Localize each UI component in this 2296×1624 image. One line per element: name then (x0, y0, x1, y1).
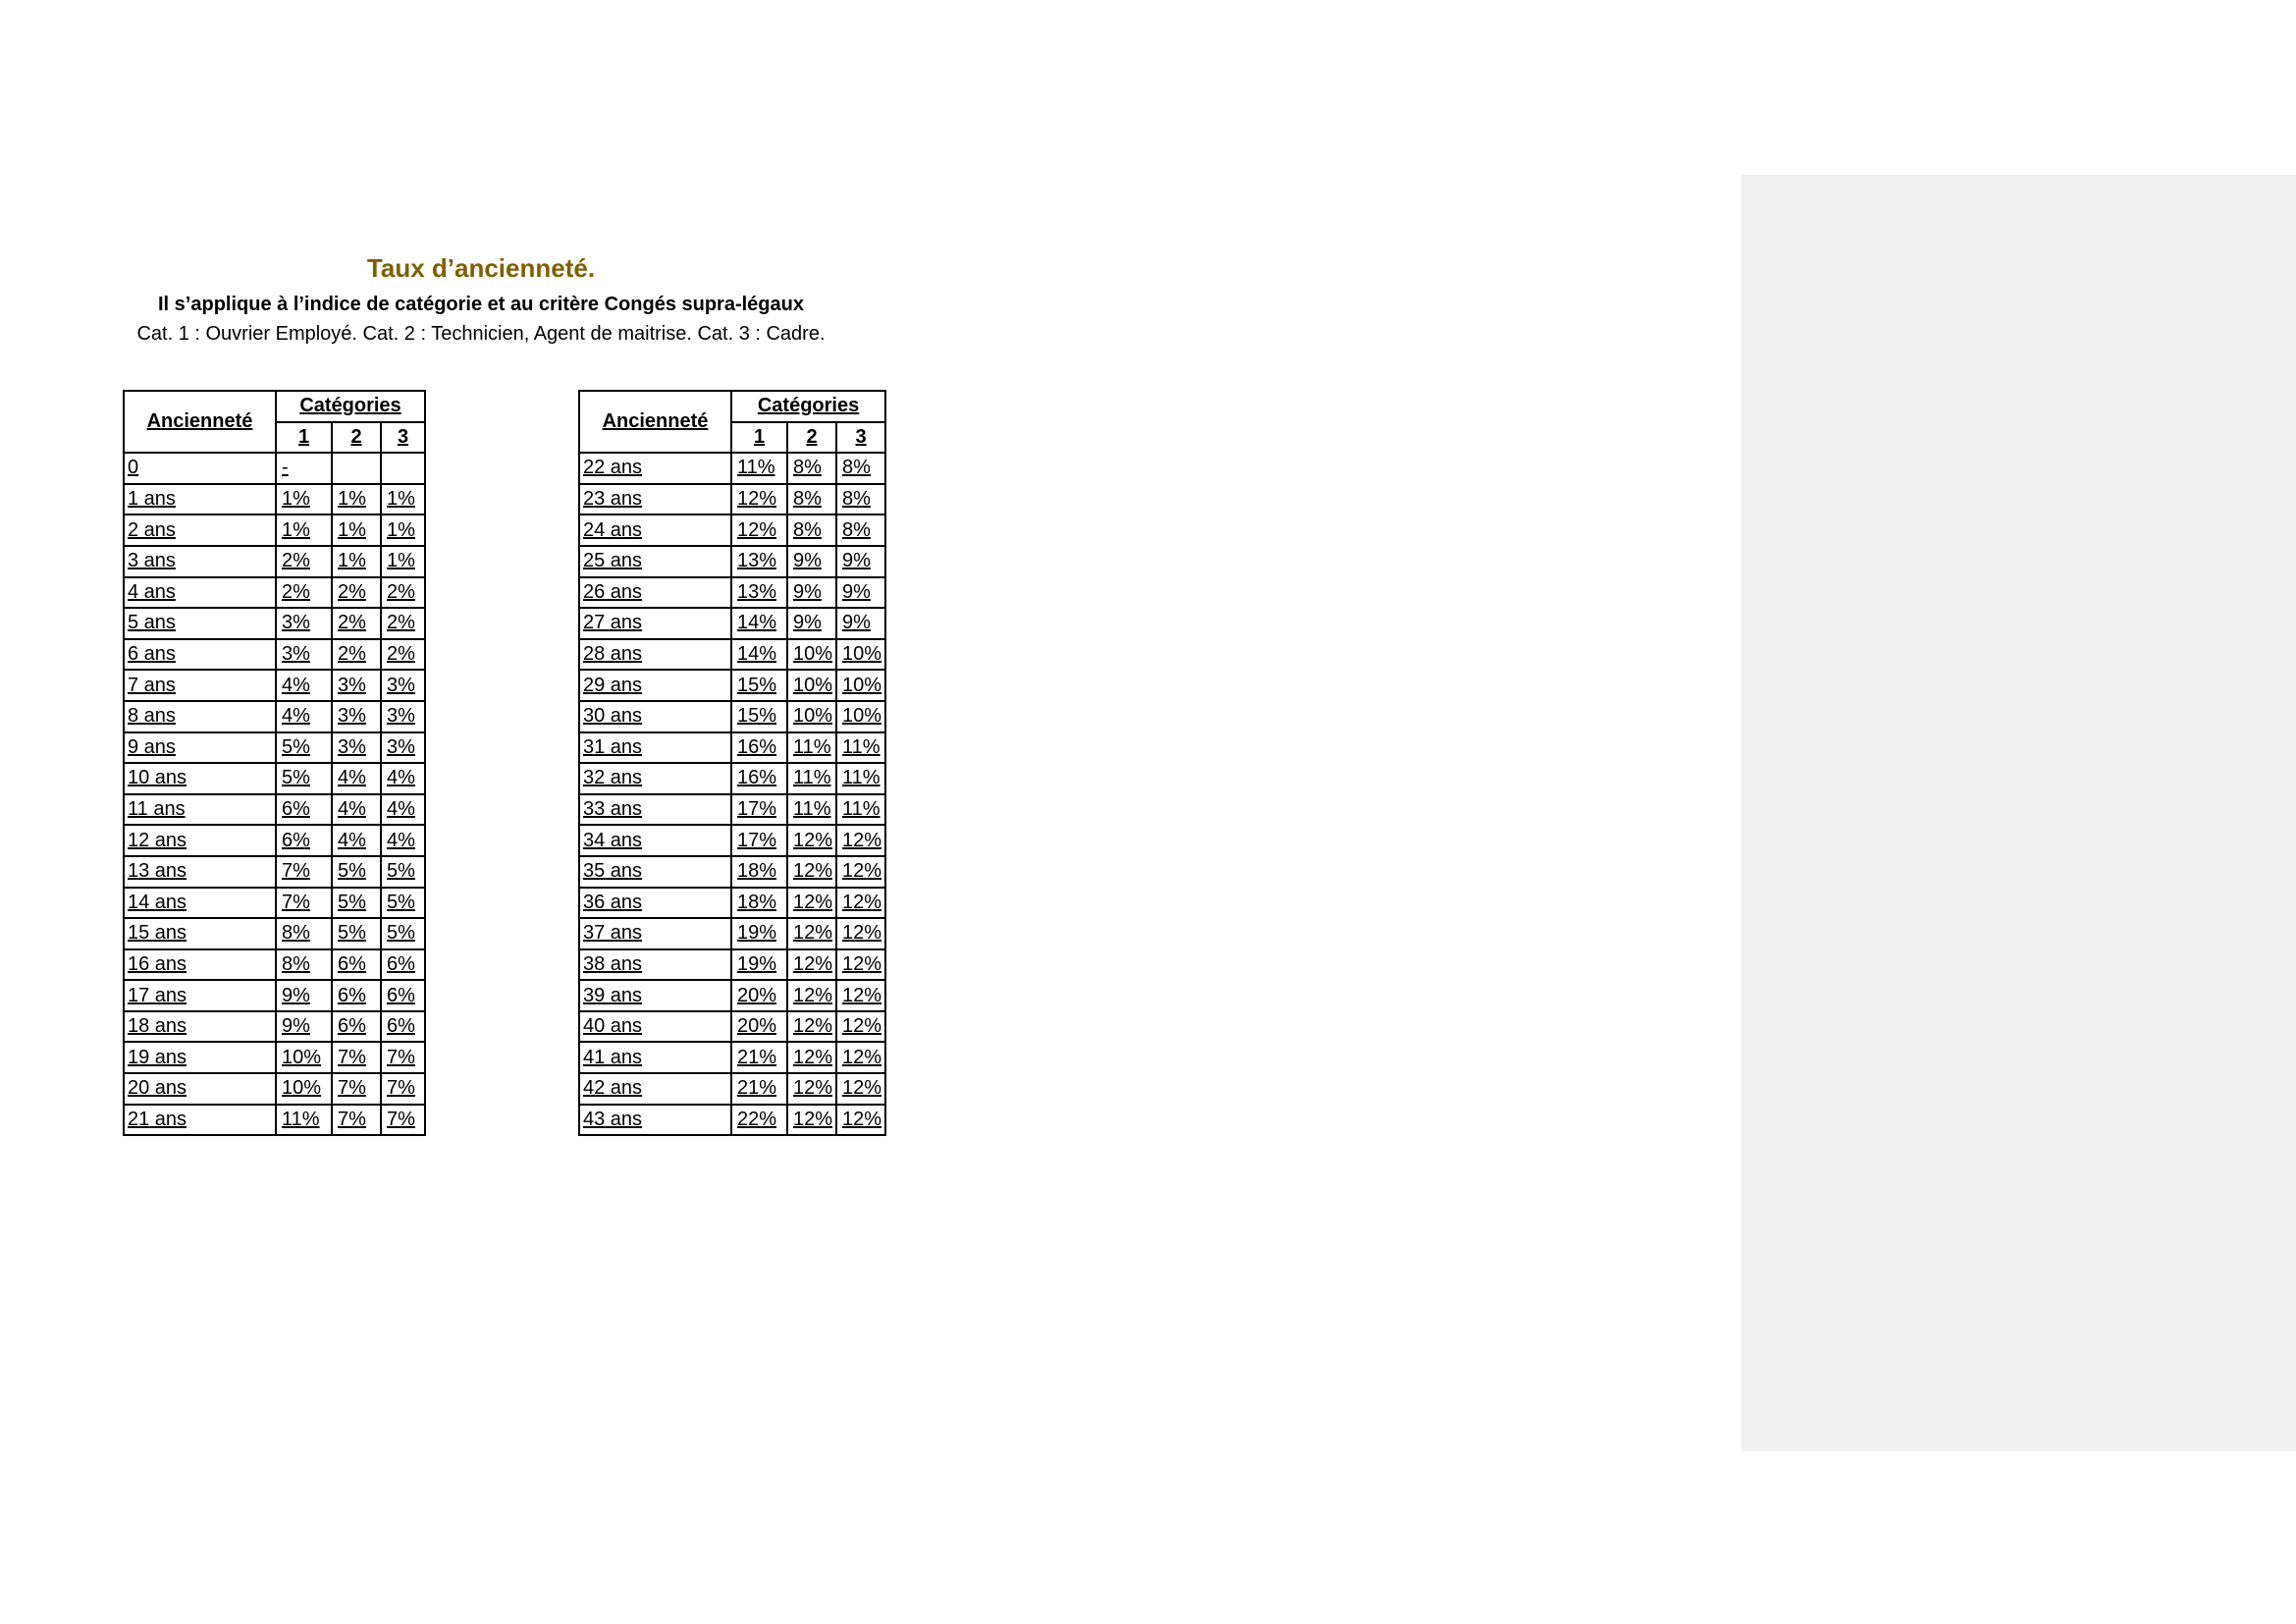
rate-cell-cat-1: 7% (276, 856, 332, 888)
seniority-cell: 22 ans (579, 453, 731, 484)
seniority-cell: 14 ans (124, 888, 276, 919)
seniority-cell: 23 ans (579, 484, 731, 515)
rate-cell-cat-1: 11% (276, 1105, 332, 1136)
rate-cell-cat-1: 17% (731, 794, 787, 826)
table-row (579, 888, 885, 919)
table-row (124, 888, 425, 919)
rate-cell-cat-2: 12% (787, 856, 836, 888)
rate-cell-cat-2: 8% (787, 484, 836, 515)
seniority-cell: 9 ans (124, 732, 276, 764)
table-row (124, 546, 425, 577)
seniority-cell: 13 ans (124, 856, 276, 888)
rate-cell-cat-1: 18% (731, 856, 787, 888)
rate-cell-cat-2: 11% (787, 763, 836, 794)
rate-cell-cat-3: 3% (381, 732, 425, 764)
rate-cell-cat-1: 1% (276, 514, 332, 546)
rate-cell-cat-2: 7% (332, 1105, 381, 1136)
side-panel (1741, 175, 2296, 1451)
table-row (579, 856, 885, 888)
rate-cell-cat-3: 6% (381, 1011, 425, 1043)
rate-cell-cat-3: 2% (381, 608, 425, 639)
seniority-cell: 24 ans (579, 514, 731, 546)
rate-cell-cat-2: 10% (787, 670, 836, 701)
table-row (124, 670, 425, 701)
rate-cell-cat-3: 11% (836, 794, 885, 826)
table-row (124, 701, 425, 732)
rate-cell-cat-1: 22% (731, 1105, 787, 1136)
rate-cell-cat-1: 5% (276, 763, 332, 794)
rate-cell-cat-2: 5% (332, 856, 381, 888)
table-row (579, 980, 885, 1011)
seniority-cell: 26 ans (579, 577, 731, 609)
seniority-cell: 33 ans (579, 794, 731, 826)
table-row (579, 577, 885, 609)
rate-cell-cat-3: 12% (836, 825, 885, 856)
rate-cell-cat-3: 4% (381, 825, 425, 856)
header-cat-2: 2 (332, 422, 381, 454)
seniority-cell: 25 ans (579, 546, 731, 577)
table-row (124, 453, 425, 484)
seniority-cell: 29 ans (579, 670, 731, 701)
rate-cell-cat-3: 3% (381, 670, 425, 701)
rate-cell-cat-3: 1% (381, 484, 425, 515)
table-row (579, 484, 885, 515)
rate-cell-cat-1: 19% (731, 949, 787, 981)
rate-cell-cat-3: 5% (381, 888, 425, 919)
rate-cell-cat-2: 3% (332, 701, 381, 732)
seniority-cell: 11 ans (124, 794, 276, 826)
seniority-cell: 35 ans (579, 856, 731, 888)
table-row (579, 670, 885, 701)
rate-cell-cat-1: 17% (731, 825, 787, 856)
rate-cell-cat-3: 6% (381, 980, 425, 1011)
rate-cell-cat-3: 1% (381, 546, 425, 577)
rate-cell-cat-1: 10% (276, 1042, 332, 1073)
rate-cell-cat-3: 9% (836, 608, 885, 639)
seniority-cell: 0 (124, 453, 276, 484)
rate-cell-cat-1: 11% (731, 453, 787, 484)
table-row (579, 732, 885, 764)
rate-cell-cat-2: 10% (787, 701, 836, 732)
rate-cell-cat-1: 3% (276, 639, 332, 671)
header-cat-3: 3 (836, 422, 885, 454)
rate-cell-cat-2: 10% (787, 639, 836, 671)
table-body-right (579, 453, 885, 1135)
header-cat-2: 2 (787, 422, 836, 454)
table-row (124, 918, 425, 949)
table-body-left (124, 453, 425, 1135)
seniority-cell: 4 ans (124, 577, 276, 609)
table-row (579, 918, 885, 949)
rate-cell-cat-3: 2% (381, 577, 425, 609)
rate-cell-cat-2: 3% (332, 732, 381, 764)
rate-cell-cat-3: 11% (836, 732, 885, 764)
seniority-cell: 31 ans (579, 732, 731, 764)
rate-cell-cat-2: 12% (787, 1073, 836, 1105)
seniority-cell: 15 ans (124, 918, 276, 949)
seniority-table-right (578, 390, 886, 1136)
rate-cell-cat-2: 9% (787, 546, 836, 577)
seniority-cell: 10 ans (124, 763, 276, 794)
table-row (124, 1105, 425, 1136)
seniority-cell: 6 ans (124, 639, 276, 671)
rate-cell-cat-1: 7% (276, 888, 332, 919)
rate-cell-cat-2: 2% (332, 639, 381, 671)
seniority-cell: 28 ans (579, 639, 731, 671)
seniority-cell: 37 ans (579, 918, 731, 949)
table-row (124, 856, 425, 888)
header-anciennete: Ancienneté (124, 391, 276, 453)
rate-cell-cat-3: 12% (836, 856, 885, 888)
rate-cell-cat-3: 1% (381, 514, 425, 546)
rate-cell-cat-3: 4% (381, 763, 425, 794)
rate-cell-cat-2: 12% (787, 1042, 836, 1073)
rate-cell-cat-3: 2% (381, 639, 425, 671)
rate-cell-cat-2: 6% (332, 1011, 381, 1043)
rate-cell-cat-1: 9% (276, 1011, 332, 1043)
rate-cell-cat-1: 2% (276, 577, 332, 609)
rate-cell-cat-3: 12% (836, 949, 885, 981)
rate-cell-cat-3: 3% (381, 701, 425, 732)
rate-cell-cat-1: 15% (731, 701, 787, 732)
seniority-cell: 27 ans (579, 608, 731, 639)
seniority-cell: 5 ans (124, 608, 276, 639)
table-row (124, 639, 425, 671)
table-row (124, 1042, 425, 1073)
rate-cell-cat-2: 9% (787, 577, 836, 609)
seniority-cell: 43 ans (579, 1105, 731, 1136)
seniority-cell: 42 ans (579, 1073, 731, 1105)
rate-cell-cat-3: 7% (381, 1073, 425, 1105)
rate-cell-cat-3: 12% (836, 888, 885, 919)
rate-cell-cat-2: 8% (787, 514, 836, 546)
rate-cell-cat-1: 4% (276, 701, 332, 732)
rate-cell-cat-1: 15% (731, 670, 787, 701)
rate-cell-cat-2: 12% (787, 949, 836, 981)
rate-cell-cat-3: 12% (836, 1073, 885, 1105)
rate-cell-cat-2: 7% (332, 1042, 381, 1073)
rate-cell-cat-1: 16% (731, 732, 787, 764)
rate-cell-cat-3: 7% (381, 1042, 425, 1073)
table-row (579, 546, 885, 577)
rate-cell-cat-2: 5% (332, 918, 381, 949)
category-note: Cat. 1 : Ouvrier Employé. Cat. 2 : Technicien, Agent de maitrise. Cat. 3 : Cadre. (136, 323, 826, 345)
seniority-cell: 12 ans (124, 825, 276, 856)
rate-cell-cat-2: 1% (332, 484, 381, 515)
rate-cell-cat-3: 12% (836, 1105, 885, 1136)
rate-cell-cat-1: 9% (276, 980, 332, 1011)
table-row (124, 484, 425, 515)
rate-cell-cat-2: 5% (332, 888, 381, 919)
table-row (579, 608, 885, 639)
seniority-cell: 17 ans (124, 980, 276, 1011)
rate-cell-cat-2: 2% (332, 577, 381, 609)
rate-cell-cat-1: 20% (731, 1011, 787, 1043)
rate-cell-cat-1: 12% (731, 484, 787, 515)
seniority-cell: 8 ans (124, 701, 276, 732)
rate-cell-cat-2: 12% (787, 888, 836, 919)
rate-cell-cat-2: 11% (787, 794, 836, 826)
table-row (579, 639, 885, 671)
rate-cell-cat-1: 8% (276, 949, 332, 981)
table-row (579, 1105, 885, 1136)
rate-cell-cat-3: 10% (836, 639, 885, 671)
table-row (124, 980, 425, 1011)
rate-cell-cat-3: 12% (836, 1042, 885, 1073)
rate-cell-cat-2: 4% (332, 763, 381, 794)
rate-cell-cat-2: 12% (787, 1105, 836, 1136)
rate-cell-cat-1: 6% (276, 794, 332, 826)
seniority-cell: 21 ans (124, 1105, 276, 1136)
rate-cell-cat-1: 6% (276, 825, 332, 856)
table-row (579, 453, 885, 484)
rate-cell-cat-1: 19% (731, 918, 787, 949)
seniority-cell: 32 ans (579, 763, 731, 794)
rate-cell-cat-2: 2% (332, 608, 381, 639)
table-row (579, 825, 885, 856)
rate-cell-cat-2: 12% (787, 1011, 836, 1043)
rate-cell-cat-1: 2% (276, 546, 332, 577)
header-cat-1: 1 (731, 422, 787, 454)
rate-cell-cat-2: 1% (332, 514, 381, 546)
rate-cell-cat-2 (332, 453, 381, 484)
rate-cell-cat-1: 20% (731, 980, 787, 1011)
rate-cell-cat-3: 5% (381, 918, 425, 949)
document-subtitle: Il s’applique à l’indice de catégorie et au critère Congés supra-légaux (158, 294, 804, 315)
rate-cell-cat-1: 14% (731, 639, 787, 671)
header-categories: Catégories (276, 391, 425, 422)
table-row (124, 949, 425, 981)
seniority-cell: 41 ans (579, 1042, 731, 1073)
rate-cell-cat-3: 9% (836, 546, 885, 577)
header-anciennete: Ancienneté (579, 391, 731, 453)
table-row (579, 514, 885, 546)
seniority-cell: 18 ans (124, 1011, 276, 1043)
table-row (579, 794, 885, 826)
seniority-cell: 40 ans (579, 1011, 731, 1043)
seniority-cell: 1 ans (124, 484, 276, 515)
seniority-cell: 19 ans (124, 1042, 276, 1073)
table-row (124, 608, 425, 639)
document-title: Taux d’ancienneté. (366, 253, 596, 283)
seniority-cell: 16 ans (124, 949, 276, 981)
rate-cell-cat-2: 6% (332, 949, 381, 981)
rate-cell-cat-1: 12% (731, 514, 787, 546)
seniority-cell: 34 ans (579, 825, 731, 856)
rate-cell-cat-2: 8% (787, 453, 836, 484)
rate-cell-cat-2: 4% (332, 794, 381, 826)
header-cat-1: 1 (276, 422, 332, 454)
rate-cell-cat-3: 8% (836, 514, 885, 546)
rate-cell-cat-3: 5% (381, 856, 425, 888)
rate-cell-cat-1: 13% (731, 577, 787, 609)
rate-cell-cat-1: 10% (276, 1073, 332, 1105)
rate-cell-cat-3: 4% (381, 794, 425, 826)
rate-cell-cat-3: 10% (836, 701, 885, 732)
rate-cell-cat-1: 4% (276, 670, 332, 701)
table-row (124, 763, 425, 794)
rate-cell-cat-2: 12% (787, 825, 836, 856)
table-row (124, 1073, 425, 1105)
rate-cell-cat-3: 9% (836, 577, 885, 609)
table-row (579, 701, 885, 732)
rate-cell-cat-1: 21% (731, 1073, 787, 1105)
table-row (124, 825, 425, 856)
rate-cell-cat-1: 8% (276, 918, 332, 949)
rate-cell-cat-1: 1% (276, 484, 332, 515)
rate-cell-cat-1: 14% (731, 608, 787, 639)
table-row (579, 949, 885, 981)
seniority-cell: 20 ans (124, 1073, 276, 1105)
rate-cell-cat-3: 10% (836, 670, 885, 701)
table-row (579, 1011, 885, 1043)
seniority-table-left (123, 390, 426, 1136)
rate-cell-cat-1: - (276, 453, 332, 484)
seniority-cell: 30 ans (579, 701, 731, 732)
rate-cell-cat-2: 9% (787, 608, 836, 639)
rate-cell-cat-1: 3% (276, 608, 332, 639)
rate-cell-cat-3: 12% (836, 980, 885, 1011)
table-row (579, 1042, 885, 1073)
rate-cell-cat-3: 8% (836, 453, 885, 484)
rate-cell-cat-3: 8% (836, 484, 885, 515)
header-cat-3: 3 (381, 422, 425, 454)
rate-cell-cat-2: 11% (787, 732, 836, 764)
rate-cell-cat-3: 12% (836, 918, 885, 949)
rate-cell-cat-1: 5% (276, 732, 332, 764)
table-row (124, 577, 425, 609)
seniority-cell: 36 ans (579, 888, 731, 919)
table-row (124, 732, 425, 764)
rate-cell-cat-2: 12% (787, 980, 836, 1011)
seniority-cell: 2 ans (124, 514, 276, 546)
table-row (124, 794, 425, 826)
rate-cell-cat-2: 7% (332, 1073, 381, 1105)
rate-cell-cat-2: 3% (332, 670, 381, 701)
rate-cell-cat-3: 12% (836, 1011, 885, 1043)
rate-cell-cat-3: 7% (381, 1105, 425, 1136)
rate-cell-cat-2: 6% (332, 980, 381, 1011)
rate-cell-cat-1: 18% (731, 888, 787, 919)
table-row (579, 763, 885, 794)
rate-cell-cat-2: 4% (332, 825, 381, 856)
table-row (579, 1073, 885, 1105)
rate-cell-cat-3: 6% (381, 949, 425, 981)
seniority-cell: 7 ans (124, 670, 276, 701)
table-row (124, 514, 425, 546)
rate-cell-cat-2: 1% (332, 546, 381, 577)
seniority-cell: 38 ans (579, 949, 731, 981)
rate-cell-cat-2: 12% (787, 918, 836, 949)
rate-cell-cat-1: 21% (731, 1042, 787, 1073)
seniority-cell: 39 ans (579, 980, 731, 1011)
table-row (124, 1011, 425, 1043)
rate-cell-cat-1: 13% (731, 546, 787, 577)
seniority-cell: 3 ans (124, 546, 276, 577)
rate-cell-cat-3 (381, 453, 425, 484)
rate-cell-cat-1: 16% (731, 763, 787, 794)
header-categories: Catégories (731, 391, 885, 422)
rate-cell-cat-3: 11% (836, 763, 885, 794)
